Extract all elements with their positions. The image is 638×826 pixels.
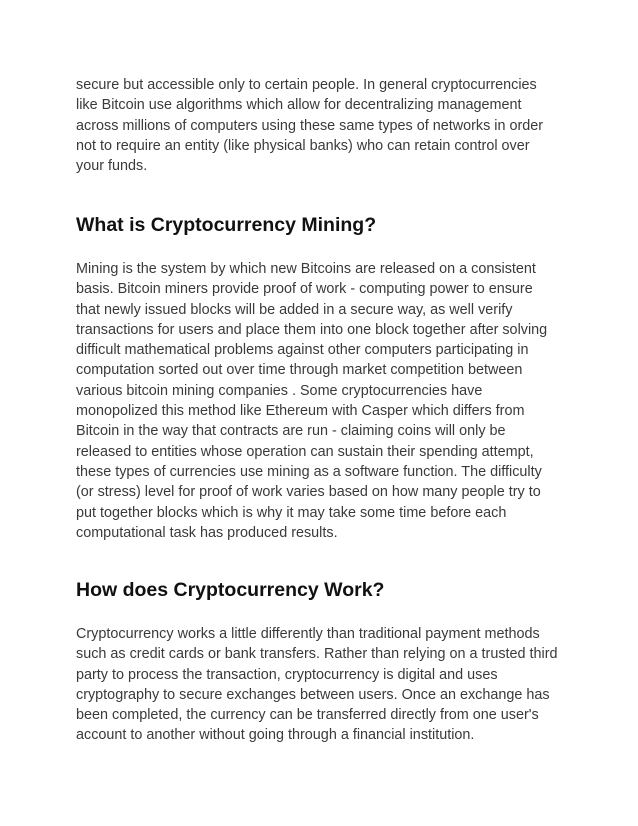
paragraph-line: Mining is the system by which new Bitcoins are released on a consistent — [76, 261, 536, 277]
paragraph-line: secure but accessible only to certain people. In general cryptocurrencies — [76, 77, 537, 93]
paragraph-line: party to process the transaction, cryptocurrency is digital and uses — [76, 666, 498, 683]
mining-paragraph — [76, 259, 566, 543]
paragraph-line: difficult mathematical problems against other computers participating in — [76, 342, 529, 359]
paragraph-line: transactions for users and place them into one block together after solving — [76, 321, 548, 338]
paragraph-line: released to entities whose operation can sustain their spending attempt, — [76, 443, 534, 460]
paragraph-line: across millions of computers using these same types of networks in order — [76, 117, 544, 134]
paragraph-line: basis. Bitcoin miners provide proof of work - computing power to ensure — [76, 281, 533, 298]
paragraph-line: various bitcoin mining companies . Some cryptocurrencies have — [76, 382, 483, 399]
paragraph-line: Cryptocurrency works a little differently than traditional payment methods — [76, 626, 540, 642]
paragraph-line: cryptography to secure exchanges between users. Once an exchange has — [76, 686, 550, 703]
paragraph-line: put together blocks which is why it may take some time before each — [76, 504, 507, 521]
paragraph-line: like Bitcoin use algorithms which allow for decentralizing management — [76, 97, 522, 114]
paragraph-line: (or stress) level for proof of work varies based on how many people try to — [76, 484, 541, 501]
work-paragraph — [76, 624, 566, 746]
heading-cryptocurrency-mining: What is Cryptocurrency Mining? — [76, 214, 377, 236]
paragraph-line: monopolized this method like Ethereum with Casper which differs from — [76, 403, 525, 420]
paragraph-line: these types of currencies use mining as a software function. The difficulty — [76, 463, 542, 480]
paragraph-line: computational task has produced results. — [76, 524, 338, 541]
paragraph-line: Bitcoin in the way that contracts are run - claiming coins will only be — [76, 423, 506, 440]
paragraph-line: account to another without going through a financial institution. — [76, 727, 475, 744]
paragraph-line: been completed, the currency can be transferred directly from one user's — [76, 707, 539, 724]
intro-paragraph — [76, 75, 566, 176]
paragraph-line: that newly issued blocks will be added in a secure way, as well verify — [76, 301, 513, 318]
paragraph-line: computation sorted out over time through market competition between — [76, 362, 523, 379]
paragraph-line: such as credit cards or bank transfers. Rather than relying on a trusted third — [76, 646, 558, 663]
paragraph-line: your funds. — [76, 158, 148, 175]
paragraph-line: not to require an entity (like physical banks) who can retain control over — [76, 137, 530, 154]
heading-cryptocurrency-work: How does Cryptocurrency Work? — [76, 579, 385, 601]
